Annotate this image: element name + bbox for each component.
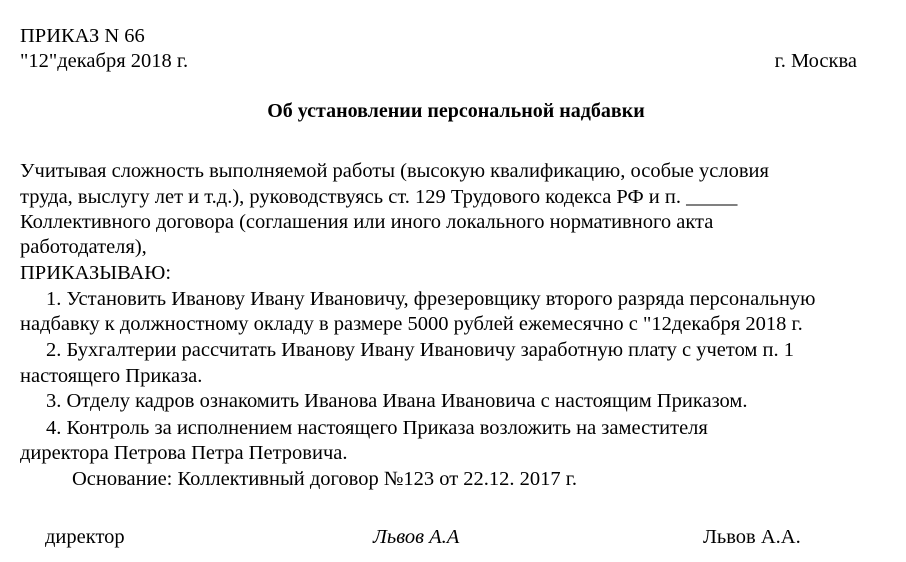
- signature-name: Львов А.А.: [703, 526, 801, 548]
- document-title: Об установлении персональной надбавки: [267, 100, 645, 122]
- order-city: г. Москва: [774, 50, 857, 72]
- order-date: "12"декабря 2018 г.: [20, 50, 189, 72]
- item-4-line-1: 4. Контроль за исполнением настоящего Приказа возложить на заместителя: [46, 417, 708, 439]
- item-4-line-2: директора Петрова Петра Петровича.: [20, 442, 348, 464]
- item-2-line-2: настоящего Приказа.: [20, 365, 203, 387]
- preamble-line-4: работодателя),: [20, 236, 147, 258]
- preamble-line-3: Коллективного договора (соглашения или иного локального нормативного акта: [20, 211, 714, 233]
- order-number: ПРИКАЗ N 66: [20, 25, 145, 47]
- signature-position: директор: [45, 526, 125, 548]
- item-2-line-1: 2. Бухгалтерии рассчитать Иванову Ивану Ивановичу заработную плату с учетом п. 1: [46, 339, 794, 361]
- signature-handwritten: Львов А.А: [373, 526, 460, 548]
- item-3-line-1: 3. Отделу кадров ознакомить Иванова Ивана Ивановича с настоящим Приказом.: [46, 390, 748, 412]
- preamble-line-2: труда, выслугу лет и т.д.), руководствуясь ст. 129 Трудового кодекса РФ и п. _____: [20, 186, 738, 208]
- order-word: ПРИКАЗЫВАЮ:: [20, 262, 172, 284]
- item-1-line-2: надбавку к должностному окладу в размере 5000 рублей ежемесячно с "12декабря 2018 г.: [20, 313, 803, 335]
- basis-line: Основание: Коллективный договор №123 от 22.12. 2017 г.: [72, 468, 578, 490]
- item-1-line-1: 1. Установить Иванову Ивану Ивановичу, фрезеровщику второго разряда персональную: [46, 288, 816, 310]
- preamble-line-1: Учитывая сложность выполняемой работы (высокую квалификацию, особые условия: [20, 160, 769, 182]
